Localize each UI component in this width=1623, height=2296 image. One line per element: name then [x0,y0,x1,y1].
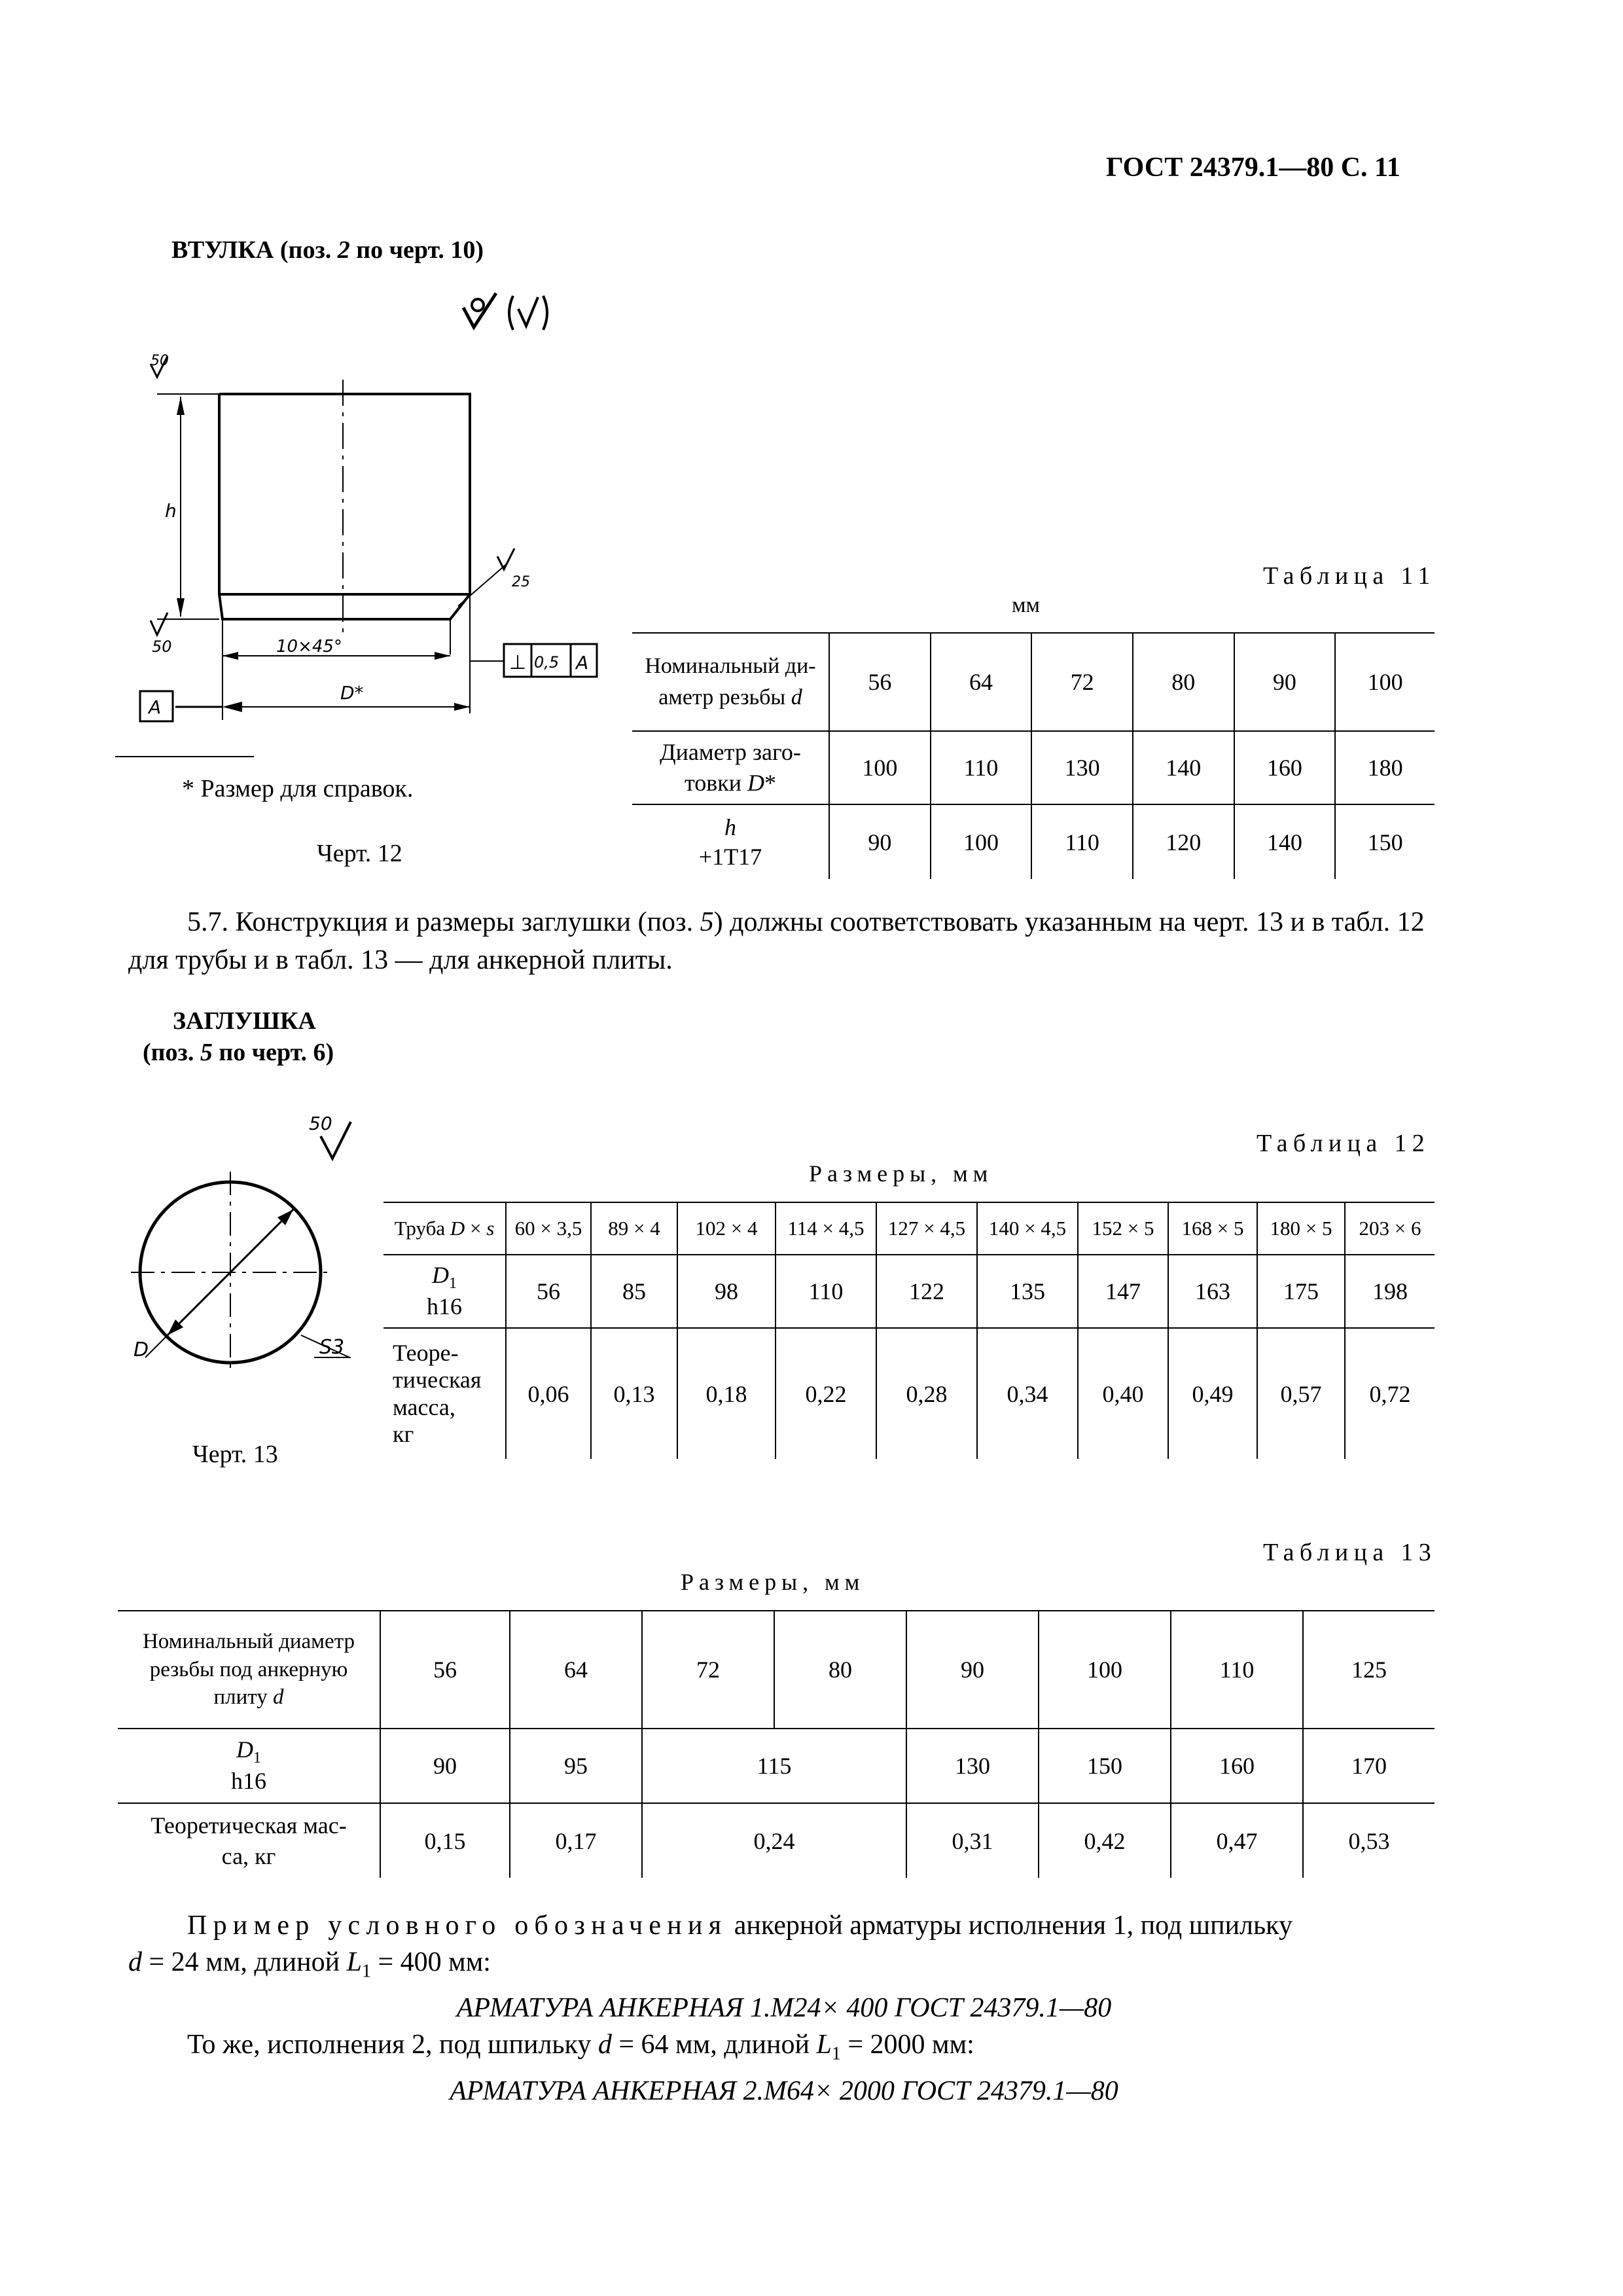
t11-r2-c3: 130 [1031,731,1133,804]
t13-r3-c6: 0,47 [1171,1803,1303,1878]
zaglushka-subtitle [143,1038,334,1067]
t11-r2-c5: 160 [1234,731,1336,804]
bushing-outline [219,394,470,619]
t13-r1-c3: 72 [642,1611,774,1729]
t11-r1-c4: 80 [1133,633,1234,731]
t13-r2-c2: 95 [510,1729,642,1803]
t12-row1-label: $D_1$ h16 [383,1255,506,1328]
vtulka-title [171,236,484,264]
t13-r1-c7: 110 [1171,1611,1303,1729]
page-header: ГОСТ 24379.1—80 С. 11 [1106,152,1400,183]
t11-r3-c3: 110 [1031,804,1133,879]
vtulka-subtitle-pre: (поз. [279,236,338,264]
dim-D-label: D* [340,682,364,704]
table13-units: Размеры, мм [681,1569,865,1595]
t12-col10: 203 × 6 [1345,1202,1435,1255]
t12-col1: 60 × 3,5 [506,1202,591,1255]
t13-r2-c1: 90 [380,1729,510,1803]
table11 [632,632,1435,879]
t13-r1-c4: 80 [774,1611,906,1729]
t12-col5: 127 × 4,5 [876,1202,977,1255]
t11-r1-c3: 72 [1031,633,1133,731]
t12-r2-c10: 0,72 [1345,1328,1435,1459]
t13-r1-c6: 100 [1039,1611,1171,1729]
table13-title: Таблица 13 [1263,1539,1437,1566]
zaglushka-subtitle-pre: (поз. [143,1039,200,1066]
plug-s-label: S3 [319,1336,345,1359]
t12-r1-c2: 85 [591,1255,677,1328]
example-designation2: АРМАТУРА АНКЕРНАЯ 2.М64× 2000 ГОСТ 24379.1—80 [450,2075,1118,2106]
plug-roughness-label: 50 [309,1113,332,1134]
rough-bottom-label: 50 [152,637,172,656]
t13-row1-label: Номинальный диаметр резьбы под анкерную плиту d [118,1611,380,1729]
t12-r2-c7: 0,40 [1078,1328,1168,1459]
t11-r1-c6: 100 [1335,633,1435,731]
t12-header-label: Труба D × s [383,1202,506,1255]
caption-12: Черт. 12 [317,840,402,867]
t13-r3-c5: 0,42 [1039,1803,1171,1878]
t11-r1-c2: 64 [931,633,1032,731]
example-line2: d = 24 мм, длиной $L_1 = 400$ мм: [128,1947,491,1982]
t12-r1-c5: 122 [876,1255,977,1328]
vtulka-title-word: ВТУЛКА [171,236,274,264]
t11-r1-c1: 56 [829,633,931,731]
rough-top-label: 50 [151,353,169,369]
vtulka-subtitle-pos: 2 [337,236,350,264]
t12-r1-c3: 98 [677,1255,776,1328]
t11-row1-label: Номинальный ди- аметр резьбы d [632,633,829,731]
zaglushka-subtitle-pos: 5 [200,1039,213,1066]
t13-r3-c1: 0,15 [380,1803,510,1878]
t12-col7: 152 × 5 [1078,1202,1168,1255]
tolerance-datum: A [576,652,589,673]
vtulka-subtitle-post: по черт. 10) [349,236,484,264]
t11-r2-c4: 140 [1133,731,1234,804]
example-designation1: АРМАТУРА АНКЕРНАЯ 1.М24× 400 ГОСТ 24379.1—80 [456,1993,1112,2024]
zaglushka-title: ЗАГЛУШКА [173,1007,316,1035]
example-spaced-intro: Пример условного обозначения [187,1910,728,1941]
t12-col8: 168 × 5 [1168,1202,1257,1255]
t11-r2-c1: 100 [829,731,931,804]
t12-r2-c9: 0,57 [1257,1328,1345,1459]
t12-r1-c7: 147 [1078,1255,1168,1328]
t13-r3-c3: 0,24 [642,1803,906,1878]
t12-r1-c8: 163 [1168,1255,1257,1328]
example-line3: То же, исполнения 2, под шпильку d = 64 мм, длиной $L_1 = 2000$ мм: [187,2030,974,2064]
datum-A-label: A [149,696,162,718]
t11-r3-c2: 100 [931,804,1032,879]
t11-row3-label: h +1T17 [632,804,829,879]
plug-D-label: D [134,1338,149,1361]
tolerance-value: 0,5 [534,653,560,672]
t13-r3-c4: 0,31 [906,1803,1039,1878]
roughness-general-icon [458,288,563,334]
t13-r2-c5: 150 [1039,1729,1171,1803]
t13-r1-c1: 56 [380,1611,510,1729]
t13-r1-c8: 125 [1303,1611,1435,1729]
t13-row2-label: $D_1$ h16 [118,1729,380,1803]
t13-r2-c6: 160 [1171,1729,1303,1803]
table12-units: Размеры, мм [809,1160,993,1187]
table11-title: Таблица 11 [1263,562,1436,590]
t11-r2-c6: 180 [1335,731,1435,804]
t12-r2-c8: 0,49 [1168,1328,1257,1459]
t12-r1-c10: 198 [1345,1255,1435,1328]
paragraph-5-7: 5.7. Конструкция и размеры заглушки (поз. 5) должны соответствовать указанным на черт. 13 и в табл. 12 для трубы и в табл. 13 — для анкерной плиты. [128,907,1425,975]
rough-chamfer-icon [497,548,514,569]
t12-r1-c6: 135 [977,1255,1078,1328]
table12 [383,1202,1435,1459]
rough-chamfer-label: 25 [512,574,530,590]
dim-h-label: h [165,500,177,522]
table12-title: Таблица 12 [1257,1130,1431,1157]
t12-col9: 180 × 5 [1257,1202,1345,1255]
t13-r2-c4: 130 [906,1729,1039,1803]
drawing-plug [124,1113,373,1374]
drawing-bushing [131,353,602,720]
t13-r1-c5: 90 [906,1611,1039,1729]
t13-r3-c2: 0,17 [510,1803,642,1878]
t12-col2: 89 × 4 [591,1202,677,1255]
t12-r2-c1: 0,06 [506,1328,591,1459]
footnote: * Размер для справок. [182,775,414,802]
t12-r2-c2: 0,13 [591,1328,677,1459]
tolerance-symbol: ⊥ [509,651,527,674]
t11-r3-c5: 140 [1234,804,1336,879]
zaglushka-subtitle-post: по черт. 6) [212,1039,334,1066]
caption-13: Черт. 13 [192,1441,278,1468]
example-block [128,1907,1440,2109]
rough-bottom-icon [151,613,168,635]
chamfer-label: 10×45° [276,637,342,656]
t12-col4: 114 × 4,5 [776,1202,876,1255]
t11-row2-label: Диаметр заго- товки D* [632,731,829,804]
t12-col6: 140 × 4,5 [977,1202,1078,1255]
t12-r2-c6: 0,34 [977,1328,1078,1459]
t12-col3: 102 × 4 [677,1202,776,1255]
example-line1 [128,1907,1440,1944]
t11-r3-c6: 150 [1335,804,1435,879]
t13-row3-label: Теоретическая мас- са, кг [118,1803,380,1878]
t11-r1-c5: 90 [1234,633,1336,731]
t12-row2-label: Теоре- тическая масса, кг [383,1328,506,1459]
t11-r2-c2: 110 [931,731,1032,804]
t13-r1-c2: 64 [510,1611,642,1729]
t13-r2-c3: 115 [642,1729,906,1803]
table13 [118,1610,1435,1878]
example-line1-rest: анкерной арматуры исполнения 1, под шпильку [727,1910,1293,1941]
t12-r1-c4: 110 [776,1255,876,1328]
t13-r3-c7: 0,53 [1303,1803,1435,1878]
t12-r1-c9: 175 [1257,1255,1345,1328]
t12-r2-c4: 0,22 [776,1328,876,1459]
t12-r2-c3: 0,18 [677,1328,776,1459]
t11-r3-c1: 90 [829,804,931,879]
t12-r2-c5: 0,28 [876,1328,977,1459]
t13-r2-c7: 170 [1303,1729,1435,1803]
t12-r1-c1: 56 [506,1255,591,1328]
t11-r3-c4: 120 [1133,804,1234,879]
table11-units: мм [1012,593,1041,617]
footnote-rule [115,756,254,757]
